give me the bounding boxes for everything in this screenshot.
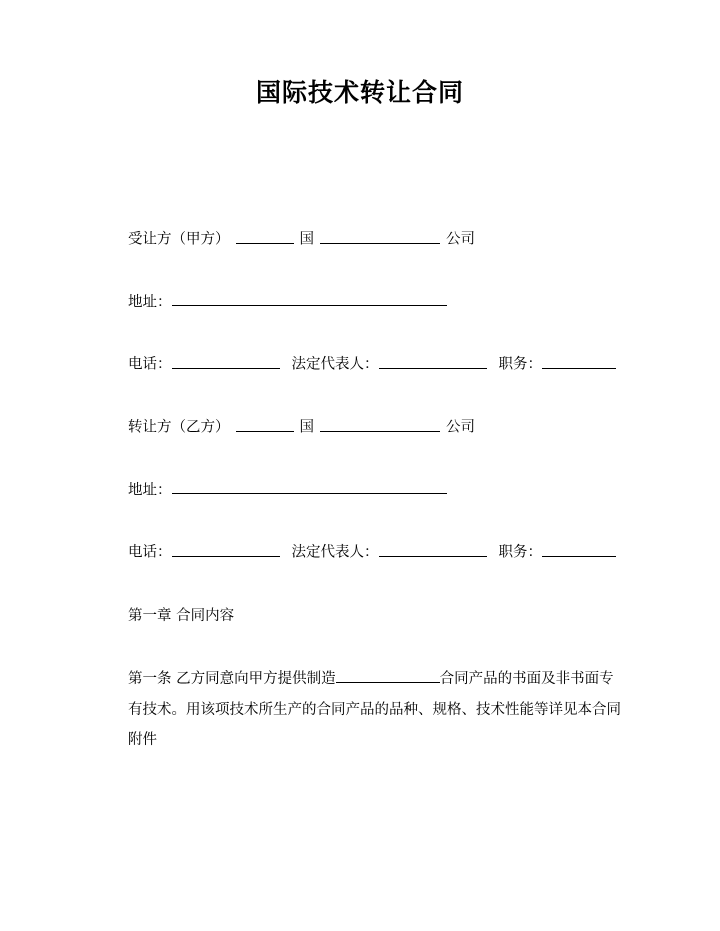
article-paragraph: [128, 664, 628, 755]
party-b-role-label: 转让方（乙方）: [128, 419, 230, 436]
party-b-contact-line: [128, 541, 628, 565]
party-a-address-label: 地址：: [128, 294, 172, 311]
party-b-phone-label: 电话：: [128, 544, 172, 561]
party-b-position-blank[interactable]: [542, 541, 616, 557]
party-a-role-label: 受让方（甲方）: [128, 231, 230, 248]
party-b-address-line: [128, 479, 628, 503]
party-a-phone-label: 电话：: [128, 356, 172, 373]
article-rest-text: 合同产品的书面及非书面专有技术。用该项技术所生产的合同产品的品种、规格、技术性能等详见本合同附件: [128, 671, 621, 748]
party-b-address-label: 地址：: [128, 482, 172, 499]
party-b-position-label: 职务：: [498, 544, 542, 561]
party-b-role-blank[interactable]: [236, 416, 294, 432]
party-a-country-blank[interactable]: [320, 228, 440, 244]
party-a-position-blank[interactable]: [542, 353, 616, 369]
party-a-company-label: 公司: [446, 231, 475, 248]
contract-body: [0, 228, 720, 625]
party-a-address-line: [128, 291, 628, 315]
party-b-phone-blank[interactable]: [172, 541, 280, 557]
party-a-name-line: [128, 228, 628, 252]
party-a-legal-rep-label: 法定代表人：: [291, 356, 379, 373]
party-a-role-blank[interactable]: [236, 228, 294, 244]
party-b-legal-rep-label: 法定代表人：: [291, 544, 379, 561]
party-b-address-blank[interactable]: [172, 479, 447, 495]
party-b-country-label: 国: [299, 419, 314, 436]
page-title: 国际技术转让合同: [255, 78, 464, 107]
party-b-company-label: 公司: [446, 419, 475, 436]
party-b-name-line: [128, 416, 628, 440]
party-a-position-label: 职务：: [498, 356, 542, 373]
party-a-address-blank[interactable]: [172, 291, 447, 307]
chapter-heading: 第一章 合同内容: [128, 608, 235, 625]
article-inline-blank[interactable]: [336, 668, 440, 684]
party-b-legal-rep-blank[interactable]: [379, 541, 487, 557]
party-a-country-label: 国: [299, 231, 314, 248]
party-a-phone-blank[interactable]: [172, 353, 280, 369]
article-wrap: [0, 664, 720, 755]
party-a-legal-rep-blank[interactable]: [379, 353, 487, 369]
article-lead-text: 第一条 乙方同意向甲方提供制造: [128, 671, 336, 688]
party-a-contact-line: [128, 353, 628, 377]
party-b-country-blank[interactable]: [320, 416, 440, 432]
